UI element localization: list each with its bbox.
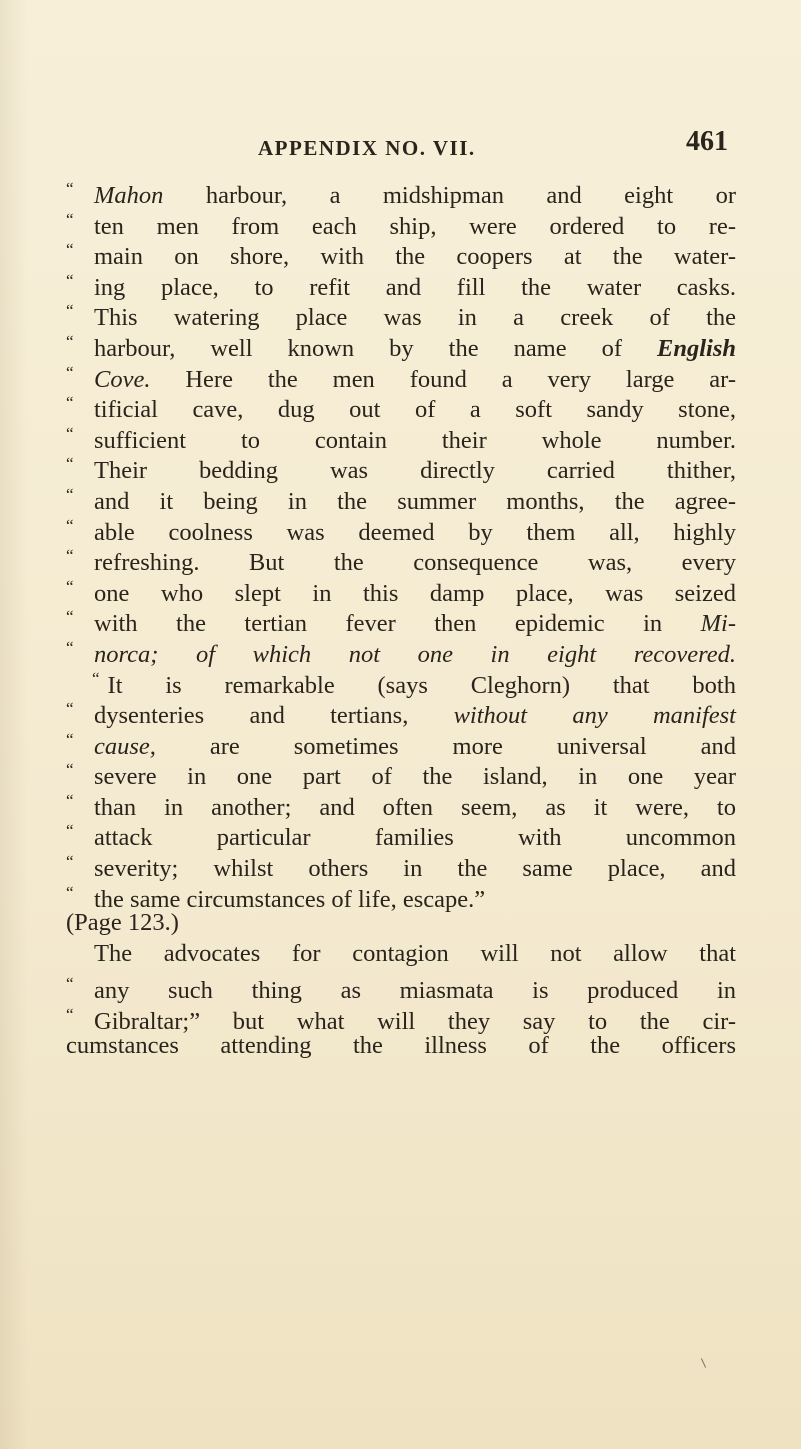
quote-mark: “ [66,331,74,351]
text-line-4 [66,266,736,301]
running-head-title: APPENDIX NO. VII. [258,136,476,160]
text-line-11 [66,480,736,515]
text-line-29 [66,1031,736,1062]
text-line-23 [66,847,736,883]
italic-cause: cause, [94,732,156,760]
line-text: the same circumstances of life, escape.” [94,885,486,913]
italic-mahon: Mahon [94,182,164,209]
text-line-24 [66,878,736,913]
line-text: tificial cave, dug out of a soft sandy stone, [94,396,736,424]
line-text: sufficient to contain their whole number. [94,426,736,454]
line-text: dysenteries and tertians, without any manifest [94,702,736,730]
page-number: 461 [686,126,728,157]
text-line-14 [66,572,736,607]
italic-minorca-1: Mi- [700,610,736,638]
quote-mark: “ [66,821,74,841]
quote-mark: “ [66,179,74,198]
line-text: cause, are sometimes more universal and [94,732,736,760]
quote-mark: “ [66,240,74,260]
text-line-13 [66,541,736,577]
text-line-19 [66,725,736,760]
line-text: attack particular families with uncommon [94,824,736,852]
quote-mark: “ [66,454,74,474]
line-text: refreshing. But the consequence was, every [94,549,736,577]
line-text: and it being in the summer months, the agree- [94,487,736,515]
text-line-18 [66,694,736,730]
line-text: Cove. Here the men found a very large ar- [94,365,736,393]
quote-mark: “ [66,362,74,382]
text-line-7 [66,358,736,393]
text-line-21 [66,786,736,821]
text-line-5 [66,296,736,332]
quote-mark: “ [66,1005,74,1025]
quote-mark: “ [92,668,100,688]
text-line-16 [66,633,736,668]
quote-mark: “ [66,423,74,443]
quote-mark: “ [66,699,74,719]
quote-mark: “ [66,546,74,566]
italic-cove: Cove. [94,365,151,393]
line-text: one who slept in this damp place, was seized [94,579,736,607]
quote-mark: “ [66,607,74,627]
text-line-28 [66,1000,736,1036]
quote-mark: “ [66,974,74,994]
quote-mark: “ [66,576,74,596]
quote-mark: “ [66,760,74,780]
italic-minorca-2: norca; of which not one in eight recovered. [94,640,736,668]
line-text: severe in one part of the island, in one year [94,763,736,791]
text-line-17 [66,664,736,699]
line-text: Mahon harbour, a midshipman and eight or [94,182,736,209]
text-line-1 [66,174,736,209]
running-head [258,126,728,162]
line-text: The advocates for contagion will not allow that [94,939,736,967]
quote-mark: “ [66,270,74,290]
quote-mark: “ [66,852,74,872]
quote-mark: “ [66,209,74,229]
line-text: (Page 123.) [66,909,179,937]
text-line-25 [66,908,736,939]
quote-mark: “ [66,790,74,810]
text-line-12 [66,511,736,546]
text-line-20 [66,755,736,791]
line-text: main on shore, with the coopers at the water- [94,243,736,271]
quote-mark: “ [66,637,74,657]
line-text: It is remarkable (says Cleghorn) that both [107,671,736,699]
line-text: than in another; and often seem, as it were, to [94,793,736,821]
line-text: This watering place was in a creek of the [94,304,736,332]
quote-mark: “ [66,484,74,504]
quote-mark: “ [66,729,74,749]
text-line-10 [66,449,736,485]
line-text: cumstances attending the illness of the officers [66,1031,736,1059]
line-text: with the tertian fever then epidemic in Mi- [94,610,736,638]
italic-without: without any manifest [453,702,736,730]
text-line-3 [66,235,736,271]
text-line-27 [66,969,736,1005]
line-text: ing place, to refit and fill the water casks. [94,273,736,301]
line-text: severity; whilst others in the same place, and [94,855,736,883]
text-line-15 [66,602,736,638]
quote-mark: “ [66,393,74,413]
line-text: Gibraltar;” but what will they say to the cir- [94,1008,736,1036]
body-text [66,174,736,1061]
text-line-9 [66,419,736,454]
quote-mark: “ [66,301,74,321]
quote-mark: “ [66,882,74,902]
text-line-22 [66,816,736,852]
quote-mark: “ [66,515,74,535]
text-line-8 [66,388,736,424]
text-line-6 [66,327,736,362]
line-text: Their bedding was directly carried thither, [94,457,736,485]
text-line-26 [66,939,736,970]
stray-mark [701,1358,706,1367]
line-text: able coolness was deemed by them all, highly [94,518,736,546]
italic-english: English [657,334,736,362]
text-line-2 [66,205,736,240]
line-text: ten men from each ship, were ordered to re- [94,212,736,240]
line-text: any such thing as miasmata is produced in [94,977,736,1005]
line-text: harbour, well known by the name of English [94,334,736,362]
